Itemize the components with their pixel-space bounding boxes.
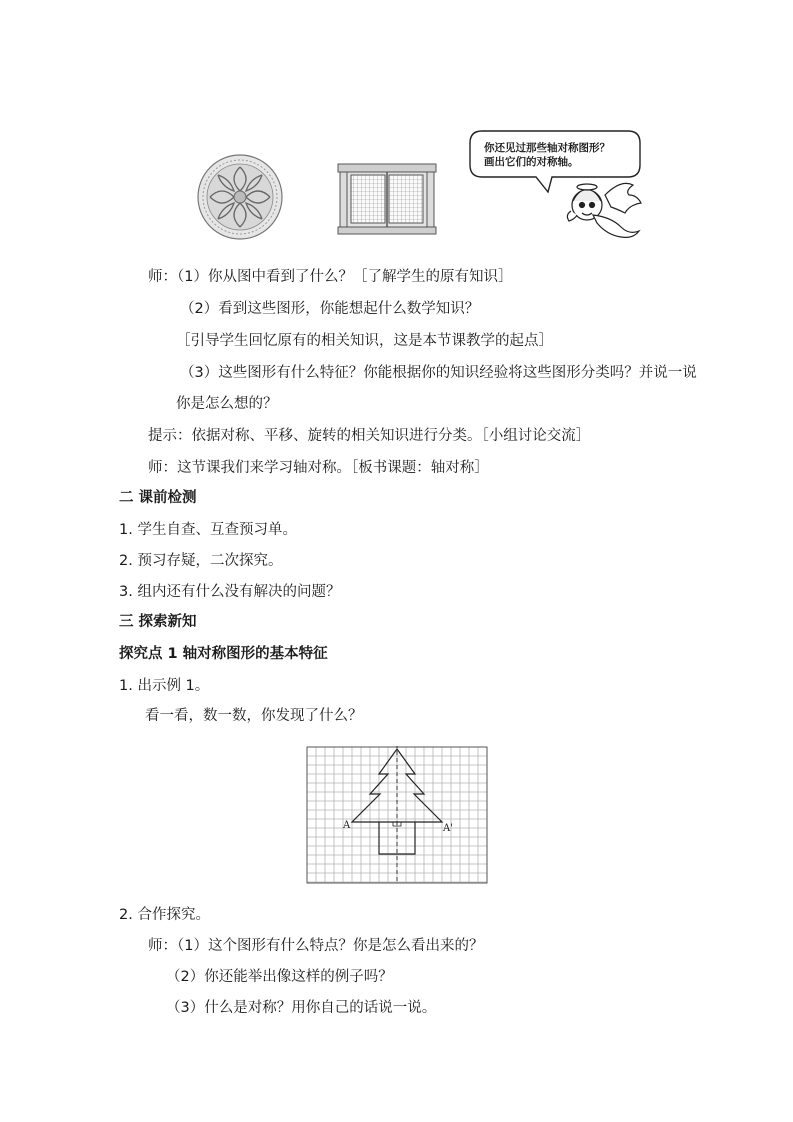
chinese-window-image [337,163,437,235]
cartoon-angel-image [563,177,645,241]
point-a-label: A [343,820,351,831]
intro-question-1: 师：（1）你从图中看到了什么？［了解学生的原有知识］ [148,269,513,285]
section-3-item-1: 1. 出示例 1。 [119,678,210,694]
section-3-question-3: （3）什么是对称？用你自己的话说一说。 [166,1000,437,1016]
intro-question-3: （3）这些图形有什么特征？你能根据你的知识经验将这些图形分类吗？并说一说 [180,365,697,381]
intro-question-2: （2）看到这些图形，你能想起什么数学知识？ [180,301,480,317]
intro-question-2-note: ［引导学生回忆原有的相关知识，这是本节课教学的起点］ [176,333,553,349]
section-3-item-2: 2. 合作探究。 [119,907,210,923]
speech-bubble-line1: 你还见过那些轴对称图形？ [484,142,610,154]
point-a-prime-label: A' [443,823,453,834]
symmetric-tree-grid-figure [306,746,488,884]
intro-teacher: 师：这节课我们来学习轴对称。［板书课题：轴对称］ [148,460,489,476]
rosette-window-image [196,153,284,241]
speech-bubble-line2: 画出它们的对称轴。 [484,156,579,168]
section-3-question-2: （2）你还能举出像这样的例子吗？ [166,969,393,985]
intro-hint: 提示：依据对称、平移、旋转的相关知识进行分类。［小组讨论交流］ [148,428,591,444]
intro-question-3-cont: 你是怎么想的？ [176,396,278,412]
section-2-item-1: 1. 学生自查、互查预习单。 [119,522,297,538]
section-3-title: 三 探索新知 [119,614,197,630]
section-3-subtitle: 探究点 1 轴对称图形的基本特征 [119,646,328,662]
section-3-question-1: 师：（1）这个图形有什么特点？你是怎么看出来的？ [148,938,484,954]
section-2-title: 二 课前检测 [119,490,197,506]
section-2-item-3: 3. 组内还有什么没有解决的问题？ [119,584,341,600]
section-3-item-1-text: 看一看，数一数，你发现了什么？ [145,708,363,724]
section-2-item-2: 2. 预习存疑，二次探究。 [119,553,283,569]
